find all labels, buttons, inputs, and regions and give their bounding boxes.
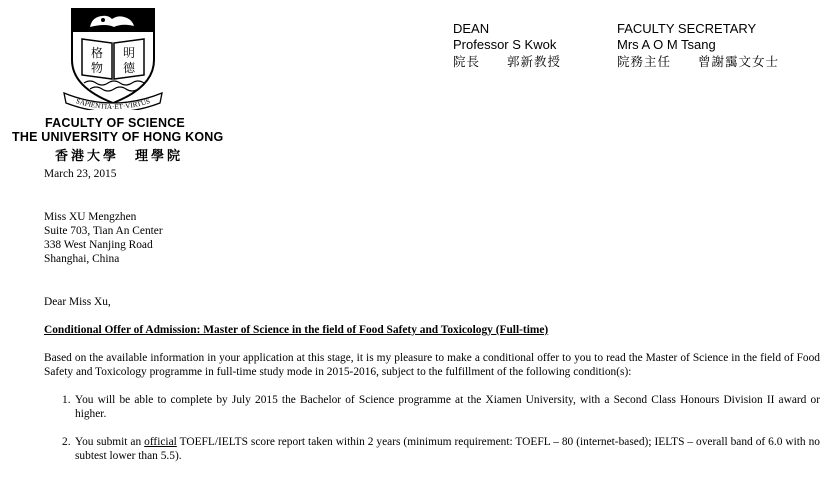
- book-char-3: 物: [90, 61, 104, 75]
- address-line-1: Miss XU Mengzhen: [44, 211, 137, 223]
- condition-2-official: official: [144, 436, 177, 448]
- condition-2-number: 2.: [62, 436, 71, 448]
- dean-title: DEAN: [453, 21, 490, 36]
- letter-date: March 23, 2015: [44, 168, 117, 180]
- dean-name: Professor S Kwok: [453, 37, 557, 52]
- address-line-2: Suite 703, Tian An Center: [44, 225, 163, 237]
- book-char-1: 格: [90, 46, 104, 60]
- address-line-4: Shanghai, China: [44, 253, 120, 265]
- condition-2-suffix: TOEFL/IELTS score report taken within 2 years (minimum requirement: TOEFL – 80 (internet-based); IELTS – overall band of 6.0 with no subtest lower than 5.5).: [75, 436, 820, 462]
- secretary-name: Mrs A O M Tsang: [617, 37, 716, 52]
- secretary-title: FACULTY SECRETARY: [617, 21, 757, 36]
- salutation: Dear Miss Xu,: [44, 296, 111, 308]
- address-line-3: 338 West Nanjing Road: [44, 239, 153, 251]
- faculty-name-chinese: 香港大學 理學院: [55, 148, 184, 163]
- faculty-name: FACULTY OF SCIENCE: [45, 116, 185, 130]
- condition-2-prefix: You submit an: [75, 436, 145, 448]
- crest-motto: SAPIENTIA·ET·VIRTUS: [74, 97, 152, 110]
- intro-paragraph: Based on the available information in your application at this stage, it is my pleasure to make a conditional offer to you to read the Master of Science in the field of Food Safety and Toxicology programme in full-time study mode in 2015-2016, subject to the fulfillment of the following condition(s):: [44, 352, 820, 378]
- book-char-2: 明: [122, 46, 136, 60]
- university-crest-logo: [62, 5, 164, 110]
- condition-1-text: You will be able to complete by July 2015 the Bachelor of Science programme at the Xiamen University, with a Second Class Honours Division II award or higher.: [75, 394, 820, 420]
- secretary-chinese: 院務主任 曾謝靄文女士: [617, 55, 780, 69]
- university-name: THE UNIVERSITY OF HONG KONG: [12, 130, 224, 144]
- condition-2-text: [75, 435, 820, 463]
- condition-1-number: 1.: [62, 394, 71, 406]
- subject-line: Conditional Offer of Admission: Master of Science in the field of Food Safety and Toxicology (Full-time): [44, 324, 549, 336]
- book-char-4: 德: [122, 61, 136, 75]
- dean-chinese: 院長 郭新教授: [453, 55, 562, 69]
